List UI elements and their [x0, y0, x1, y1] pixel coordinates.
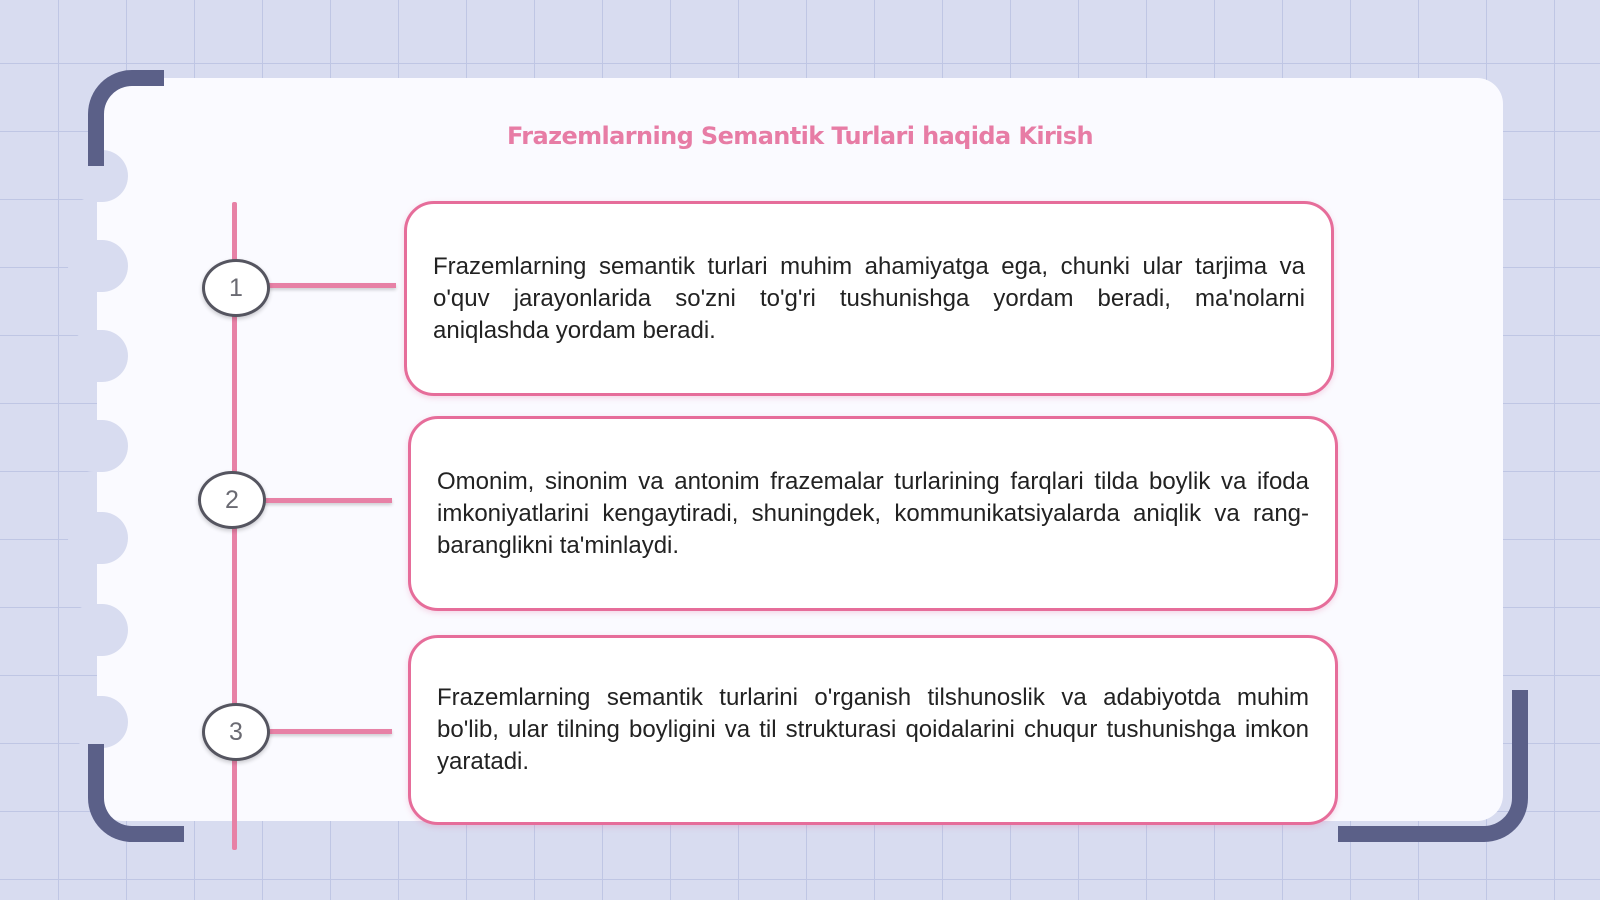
timeline-connector [266, 283, 396, 288]
step-card [408, 635, 1338, 825]
punch-hole [68, 604, 128, 656]
step-card-text: Omonim, sinonim va antonim frazemalar turlarining farqlari tilda boylik va ifoda imkoniyatlarini kengaytiradi, shuningdek, kommunikatsiyalarda aniqlik va rang-baranglikni ta'minlaydi. [437, 467, 1309, 559]
step-card-text: Frazemlarning semantik turlarini o'rganish tilshunoslik va adabiyotda muhim bo'lib, ular tilning boyligini va til strukturasi qoidalarini chuqur tushunishga imkon yaratadi. [437, 684, 1309, 775]
step-card [408, 416, 1338, 611]
corner-bracket-bottom-left [88, 744, 184, 842]
punch-hole [68, 240, 128, 292]
step-card-text: Frazemlarning semantik turlari muhim ahamiyatga ega, chunki ular tarjima va o'quv jarayonlarida so'zni to'g'ri tushunishga yordam beradi, ma'nolarni aniqlashda yordam beradi. [433, 252, 1305, 344]
punch-hole [68, 420, 128, 472]
punch-hole [68, 330, 128, 382]
timeline-connector [262, 498, 392, 503]
step-number-badge: 1 [202, 259, 270, 317]
corner-bracket-top-left [88, 70, 164, 166]
step-number-badge: 3 [202, 703, 270, 761]
punch-hole [68, 696, 128, 748]
punch-hole [68, 512, 128, 564]
step-card [404, 201, 1334, 396]
timeline-connector [266, 729, 392, 734]
slide-title: Frazemlarning Semantik Turlari haqida Kirish [507, 122, 1093, 150]
step-number-badge: 2 [198, 471, 266, 529]
corner-bracket-bottom-right [1338, 690, 1528, 842]
